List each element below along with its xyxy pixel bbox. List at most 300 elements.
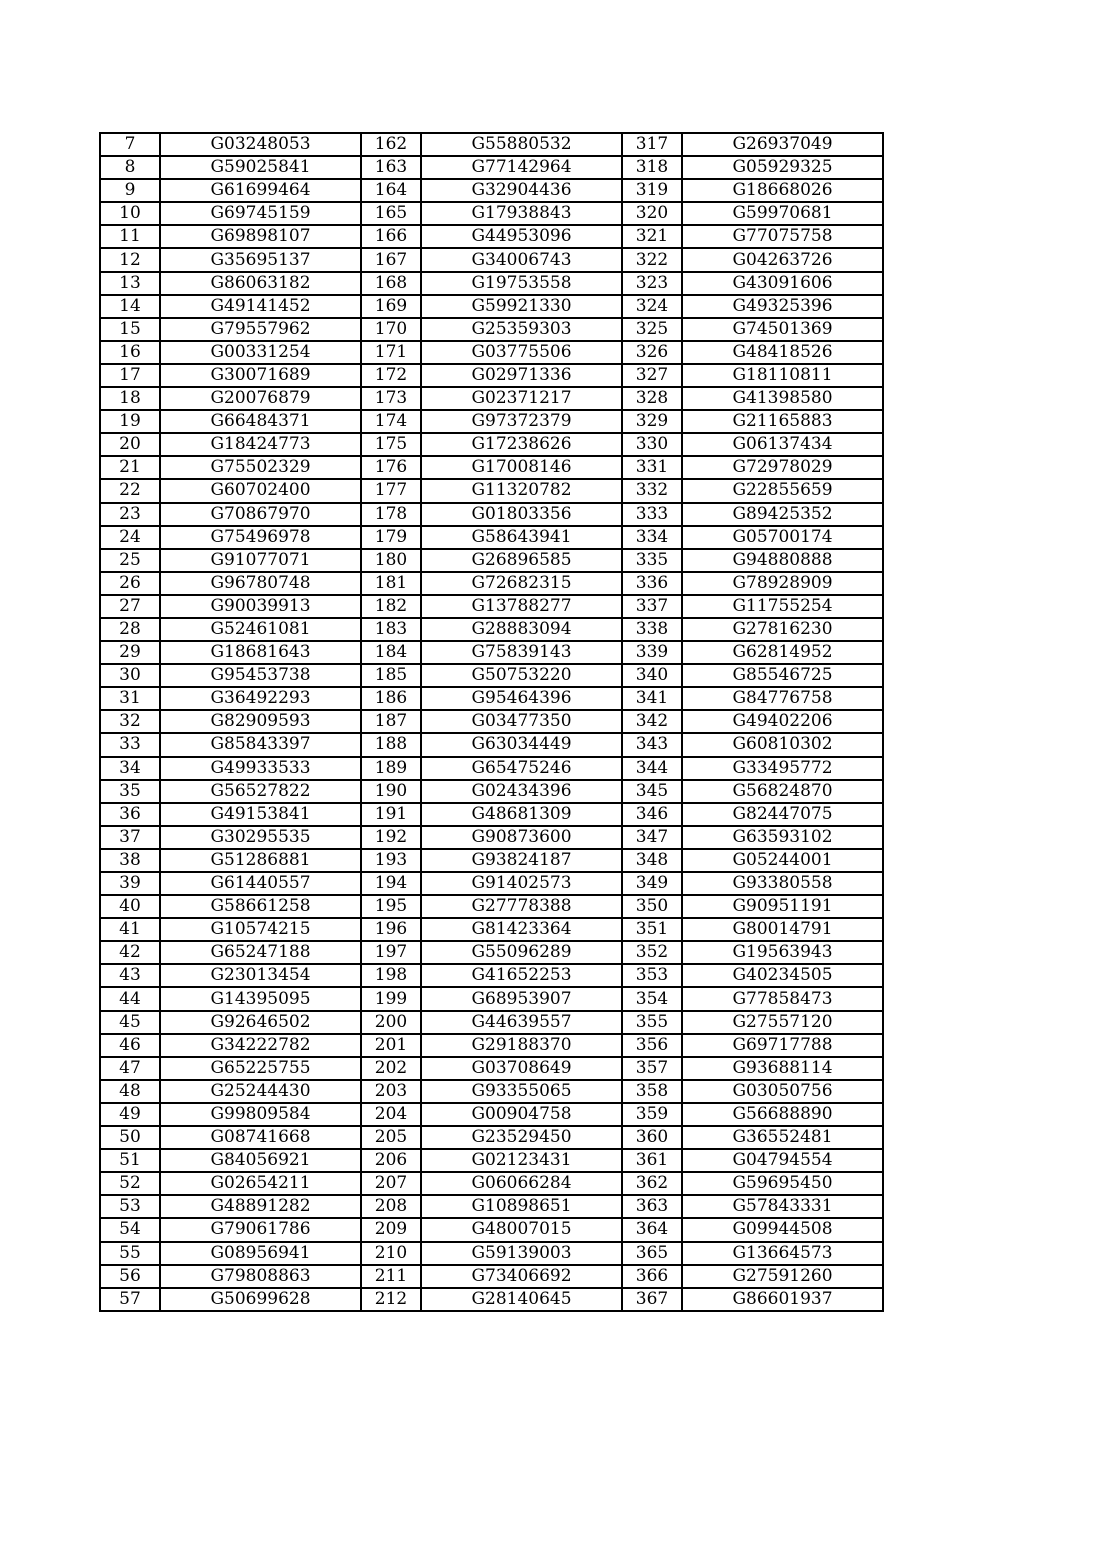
row-number-cell: 199 xyxy=(361,987,421,1010)
code-cell: G18424773 xyxy=(160,433,361,456)
code-cell: G17008146 xyxy=(421,456,622,479)
row-number-cell: 13 xyxy=(100,272,160,295)
code-cell: G63034449 xyxy=(421,733,622,756)
row-number-cell: 48 xyxy=(100,1080,160,1103)
code-cell: G48007015 xyxy=(421,1218,622,1241)
row-number-cell: 318 xyxy=(622,156,682,179)
code-cell: G33495772 xyxy=(682,757,883,780)
row-number-cell: 358 xyxy=(622,1080,682,1103)
table-row xyxy=(100,1288,883,1311)
row-number-cell: 366 xyxy=(622,1265,682,1288)
code-cell: G00331254 xyxy=(160,341,361,364)
row-number-cell: 329 xyxy=(622,410,682,433)
row-number-cell: 52 xyxy=(100,1172,160,1195)
row-number-cell: 12 xyxy=(100,248,160,271)
row-number-cell: 23 xyxy=(100,503,160,526)
row-number-cell: 174 xyxy=(361,410,421,433)
code-cell: G91402573 xyxy=(421,872,622,895)
code-cell: G77142964 xyxy=(421,156,622,179)
code-cell: G49153841 xyxy=(160,803,361,826)
row-number-cell: 46 xyxy=(100,1034,160,1057)
table-row xyxy=(100,826,883,849)
row-number-cell: 331 xyxy=(622,456,682,479)
code-cell: G00904758 xyxy=(421,1103,622,1126)
row-number-cell: 40 xyxy=(100,895,160,918)
code-cell: G34222782 xyxy=(160,1034,361,1057)
code-cell: G23529450 xyxy=(421,1126,622,1149)
row-number-cell: 349 xyxy=(622,872,682,895)
row-number-cell: 165 xyxy=(361,202,421,225)
table-row xyxy=(100,618,883,641)
code-cell: G72682315 xyxy=(421,572,622,595)
code-cell: G91077071 xyxy=(160,549,361,572)
row-number-cell: 325 xyxy=(622,318,682,341)
row-number-cell: 56 xyxy=(100,1265,160,1288)
code-cell: G56527822 xyxy=(160,780,361,803)
row-number-cell: 354 xyxy=(622,987,682,1010)
code-cell: G19753558 xyxy=(421,272,622,295)
code-table xyxy=(99,132,884,1312)
code-cell: G03477350 xyxy=(421,710,622,733)
code-cell: G74501369 xyxy=(682,318,883,341)
row-number-cell: 330 xyxy=(622,433,682,456)
code-cell: G41398580 xyxy=(682,387,883,410)
code-cell: G27557120 xyxy=(682,1011,883,1034)
code-cell: G75496978 xyxy=(160,526,361,549)
row-number-cell: 204 xyxy=(361,1103,421,1126)
code-cell: G27816230 xyxy=(682,618,883,641)
code-cell: G27778388 xyxy=(421,895,622,918)
row-number-cell: 362 xyxy=(622,1172,682,1195)
table-row xyxy=(100,733,883,756)
row-number-cell: 166 xyxy=(361,225,421,248)
row-number-cell: 346 xyxy=(622,803,682,826)
table-row xyxy=(100,987,883,1010)
table-row xyxy=(100,872,883,895)
row-number-cell: 33 xyxy=(100,733,160,756)
code-cell: G77075758 xyxy=(682,225,883,248)
row-number-cell: 319 xyxy=(622,179,682,202)
row-number-cell: 352 xyxy=(622,941,682,964)
code-cell: G78928909 xyxy=(682,572,883,595)
table-row xyxy=(100,1011,883,1034)
row-number-cell: 163 xyxy=(361,156,421,179)
code-cell: G93824187 xyxy=(421,849,622,872)
row-number-cell: 194 xyxy=(361,872,421,895)
code-cell: G26937049 xyxy=(682,133,883,156)
code-cell: G79808863 xyxy=(160,1265,361,1288)
row-number-cell: 31 xyxy=(100,687,160,710)
code-cell: G82909593 xyxy=(160,710,361,733)
row-number-cell: 36 xyxy=(100,803,160,826)
code-cell: G22855659 xyxy=(682,479,883,502)
row-number-cell: 20 xyxy=(100,433,160,456)
code-cell: G63593102 xyxy=(682,826,883,849)
code-cell: G11755254 xyxy=(682,595,883,618)
code-cell: G44953096 xyxy=(421,225,622,248)
table-row xyxy=(100,364,883,387)
code-cell: G49325396 xyxy=(682,295,883,318)
row-number-cell: 201 xyxy=(361,1034,421,1057)
code-cell: G30295535 xyxy=(160,826,361,849)
row-number-cell: 54 xyxy=(100,1218,160,1241)
code-cell: G85843397 xyxy=(160,733,361,756)
row-number-cell: 196 xyxy=(361,918,421,941)
code-cell: G65247188 xyxy=(160,941,361,964)
row-number-cell: 357 xyxy=(622,1057,682,1080)
row-number-cell: 367 xyxy=(622,1288,682,1311)
row-number-cell: 340 xyxy=(622,664,682,687)
row-number-cell: 50 xyxy=(100,1126,160,1149)
code-cell: G08956941 xyxy=(160,1242,361,1265)
code-cell: G28140645 xyxy=(421,1288,622,1311)
code-cell: G40234505 xyxy=(682,964,883,987)
code-cell: G08741668 xyxy=(160,1126,361,1149)
code-cell: G48418526 xyxy=(682,341,883,364)
code-cell: G61699464 xyxy=(160,179,361,202)
row-number-cell: 53 xyxy=(100,1195,160,1218)
code-cell: G59970681 xyxy=(682,202,883,225)
code-cell: G06066284 xyxy=(421,1172,622,1195)
code-cell: G59025841 xyxy=(160,156,361,179)
code-cell: G51286881 xyxy=(160,849,361,872)
table-row xyxy=(100,895,883,918)
table-row xyxy=(100,202,883,225)
code-cell: G02971336 xyxy=(421,364,622,387)
row-number-cell: 322 xyxy=(622,248,682,271)
row-number-cell: 197 xyxy=(361,941,421,964)
row-number-cell: 326 xyxy=(622,341,682,364)
row-number-cell: 205 xyxy=(361,1126,421,1149)
code-cell: G18668026 xyxy=(682,179,883,202)
code-cell: G90873600 xyxy=(421,826,622,849)
row-number-cell: 18 xyxy=(100,387,160,410)
code-cell: G96780748 xyxy=(160,572,361,595)
row-number-cell: 175 xyxy=(361,433,421,456)
row-number-cell: 182 xyxy=(361,595,421,618)
row-number-cell: 11 xyxy=(100,225,160,248)
code-cell: G68953907 xyxy=(421,987,622,1010)
code-cell: G70867970 xyxy=(160,503,361,526)
table-row xyxy=(100,664,883,687)
table-row xyxy=(100,272,883,295)
table-row xyxy=(100,479,883,502)
code-cell: G23013454 xyxy=(160,964,361,987)
code-cell: G99809584 xyxy=(160,1103,361,1126)
code-cell: G34006743 xyxy=(421,248,622,271)
table-row xyxy=(100,941,883,964)
code-cell: G65225755 xyxy=(160,1057,361,1080)
row-number-cell: 344 xyxy=(622,757,682,780)
table-row xyxy=(100,595,883,618)
code-cell: G25359303 xyxy=(421,318,622,341)
row-number-cell: 49 xyxy=(100,1103,160,1126)
code-cell: G49933533 xyxy=(160,757,361,780)
code-cell: G55096289 xyxy=(421,941,622,964)
row-number-cell: 210 xyxy=(361,1242,421,1265)
row-number-cell: 16 xyxy=(100,341,160,364)
row-number-cell: 180 xyxy=(361,549,421,572)
code-table-body xyxy=(100,133,883,1311)
row-number-cell: 8 xyxy=(100,156,160,179)
code-cell: G52461081 xyxy=(160,618,361,641)
row-number-cell: 211 xyxy=(361,1265,421,1288)
table-row xyxy=(100,1218,883,1241)
code-cell: G56824870 xyxy=(682,780,883,803)
code-cell: G69898107 xyxy=(160,225,361,248)
row-number-cell: 14 xyxy=(100,295,160,318)
code-cell: G03248053 xyxy=(160,133,361,156)
table-row xyxy=(100,156,883,179)
code-cell: G59695450 xyxy=(682,1172,883,1195)
row-number-cell: 47 xyxy=(100,1057,160,1080)
table-row xyxy=(100,1242,883,1265)
row-number-cell: 360 xyxy=(622,1126,682,1149)
code-cell: G95464396 xyxy=(421,687,622,710)
code-cell: G02123431 xyxy=(421,1149,622,1172)
code-cell: G13788277 xyxy=(421,595,622,618)
row-number-cell: 336 xyxy=(622,572,682,595)
row-number-cell: 32 xyxy=(100,710,160,733)
code-cell: G17238626 xyxy=(421,433,622,456)
table-row xyxy=(100,1195,883,1218)
row-number-cell: 200 xyxy=(361,1011,421,1034)
row-number-cell: 188 xyxy=(361,733,421,756)
row-number-cell: 356 xyxy=(622,1034,682,1057)
row-number-cell: 184 xyxy=(361,641,421,664)
code-cell: G32904436 xyxy=(421,179,622,202)
code-cell: G13664573 xyxy=(682,1242,883,1265)
table-row xyxy=(100,1126,883,1149)
table-row xyxy=(100,572,883,595)
code-cell: G65475246 xyxy=(421,757,622,780)
code-cell: G61440557 xyxy=(160,872,361,895)
row-number-cell: 17 xyxy=(100,364,160,387)
row-number-cell: 317 xyxy=(622,133,682,156)
code-cell: G44639557 xyxy=(421,1011,622,1034)
code-cell: G59921330 xyxy=(421,295,622,318)
code-cell: G84776758 xyxy=(682,687,883,710)
code-cell: G11320782 xyxy=(421,479,622,502)
code-cell: G69745159 xyxy=(160,202,361,225)
table-row xyxy=(100,526,883,549)
code-cell: G30071689 xyxy=(160,364,361,387)
row-number-cell: 173 xyxy=(361,387,421,410)
row-number-cell: 323 xyxy=(622,272,682,295)
row-number-cell: 345 xyxy=(622,780,682,803)
row-number-cell: 51 xyxy=(100,1149,160,1172)
code-cell: G62814952 xyxy=(682,641,883,664)
row-number-cell: 15 xyxy=(100,318,160,341)
table-row xyxy=(100,341,883,364)
code-cell: G25244430 xyxy=(160,1080,361,1103)
code-cell: G27591260 xyxy=(682,1265,883,1288)
row-number-cell: 176 xyxy=(361,456,421,479)
row-number-cell: 339 xyxy=(622,641,682,664)
code-cell: G02371217 xyxy=(421,387,622,410)
row-number-cell: 351 xyxy=(622,918,682,941)
table-row xyxy=(100,757,883,780)
code-cell: G18110811 xyxy=(682,364,883,387)
code-cell: G50699628 xyxy=(160,1288,361,1311)
row-number-cell: 24 xyxy=(100,526,160,549)
row-number-cell: 348 xyxy=(622,849,682,872)
code-cell: G90039913 xyxy=(160,595,361,618)
row-number-cell: 190 xyxy=(361,780,421,803)
code-cell: G80014791 xyxy=(682,918,883,941)
code-cell: G75502329 xyxy=(160,456,361,479)
row-number-cell: 324 xyxy=(622,295,682,318)
row-number-cell: 177 xyxy=(361,479,421,502)
table-row xyxy=(100,849,883,872)
table-row xyxy=(100,1103,883,1126)
code-cell: G95453738 xyxy=(160,664,361,687)
code-cell: G14395095 xyxy=(160,987,361,1010)
row-number-cell: 21 xyxy=(100,456,160,479)
table-row xyxy=(100,248,883,271)
code-cell: G94880888 xyxy=(682,549,883,572)
code-cell: G28883094 xyxy=(421,618,622,641)
row-number-cell: 29 xyxy=(100,641,160,664)
code-cell: G50753220 xyxy=(421,664,622,687)
code-cell: G58661258 xyxy=(160,895,361,918)
code-cell: G66484371 xyxy=(160,410,361,433)
row-number-cell: 320 xyxy=(622,202,682,225)
code-cell: G97372379 xyxy=(421,410,622,433)
table-row xyxy=(100,1172,883,1195)
row-number-cell: 10 xyxy=(100,202,160,225)
table-row xyxy=(100,179,883,202)
row-number-cell: 183 xyxy=(361,618,421,641)
code-cell: G26896585 xyxy=(421,549,622,572)
code-cell: G84056921 xyxy=(160,1149,361,1172)
row-number-cell: 350 xyxy=(622,895,682,918)
code-cell: G49402206 xyxy=(682,710,883,733)
code-cell: G21165883 xyxy=(682,410,883,433)
table-row xyxy=(100,918,883,941)
table-row xyxy=(100,641,883,664)
row-number-cell: 44 xyxy=(100,987,160,1010)
row-number-cell: 37 xyxy=(100,826,160,849)
table-row xyxy=(100,803,883,826)
row-number-cell: 334 xyxy=(622,526,682,549)
table-row xyxy=(100,1057,883,1080)
row-number-cell: 26 xyxy=(100,572,160,595)
table-row xyxy=(100,295,883,318)
code-cell: G57843331 xyxy=(682,1195,883,1218)
code-cell: G05244001 xyxy=(682,849,883,872)
code-cell: G69717788 xyxy=(682,1034,883,1057)
row-number-cell: 198 xyxy=(361,964,421,987)
code-cell: G93380558 xyxy=(682,872,883,895)
row-number-cell: 7 xyxy=(100,133,160,156)
row-number-cell: 343 xyxy=(622,733,682,756)
table-row xyxy=(100,503,883,526)
code-cell: G60810302 xyxy=(682,733,883,756)
table-row xyxy=(100,318,883,341)
code-cell: G89425352 xyxy=(682,503,883,526)
table-row xyxy=(100,133,883,156)
row-number-cell: 55 xyxy=(100,1242,160,1265)
row-number-cell: 327 xyxy=(622,364,682,387)
table-row xyxy=(100,780,883,803)
code-cell: G59139003 xyxy=(421,1242,622,1265)
code-cell: G36492293 xyxy=(160,687,361,710)
row-number-cell: 189 xyxy=(361,757,421,780)
row-number-cell: 321 xyxy=(622,225,682,248)
row-number-cell: 195 xyxy=(361,895,421,918)
row-number-cell: 19 xyxy=(100,410,160,433)
row-number-cell: 207 xyxy=(361,1172,421,1195)
row-number-cell: 202 xyxy=(361,1057,421,1080)
code-cell: G93688114 xyxy=(682,1057,883,1080)
code-cell: G35695137 xyxy=(160,248,361,271)
table-row xyxy=(100,1080,883,1103)
row-number-cell: 170 xyxy=(361,318,421,341)
row-number-cell: 169 xyxy=(361,295,421,318)
row-number-cell: 332 xyxy=(622,479,682,502)
table-row xyxy=(100,456,883,479)
row-number-cell: 25 xyxy=(100,549,160,572)
row-number-cell: 355 xyxy=(622,1011,682,1034)
row-number-cell: 361 xyxy=(622,1149,682,1172)
code-cell: G56688890 xyxy=(682,1103,883,1126)
code-cell: G10574215 xyxy=(160,918,361,941)
row-number-cell: 337 xyxy=(622,595,682,618)
row-number-cell: 209 xyxy=(361,1218,421,1241)
row-number-cell: 333 xyxy=(622,503,682,526)
code-cell: G73406692 xyxy=(421,1265,622,1288)
row-number-cell: 341 xyxy=(622,687,682,710)
table-row xyxy=(100,687,883,710)
row-number-cell: 41 xyxy=(100,918,160,941)
code-cell: G79061786 xyxy=(160,1218,361,1241)
code-cell: G20076879 xyxy=(160,387,361,410)
code-cell: G10898651 xyxy=(421,1195,622,1218)
row-number-cell: 164 xyxy=(361,179,421,202)
table-row xyxy=(100,225,883,248)
code-cell: G29188370 xyxy=(421,1034,622,1057)
row-number-cell: 35 xyxy=(100,780,160,803)
code-cell: G55880532 xyxy=(421,133,622,156)
row-number-cell: 212 xyxy=(361,1288,421,1311)
code-cell: G01803356 xyxy=(421,503,622,526)
code-cell: G18681643 xyxy=(160,641,361,664)
row-number-cell: 192 xyxy=(361,826,421,849)
row-number-cell: 22 xyxy=(100,479,160,502)
code-cell: G48681309 xyxy=(421,803,622,826)
table-row xyxy=(100,387,883,410)
row-number-cell: 39 xyxy=(100,872,160,895)
row-number-cell: 167 xyxy=(361,248,421,271)
table-row xyxy=(100,1265,883,1288)
code-cell: G02654211 xyxy=(160,1172,361,1195)
code-cell: G77858473 xyxy=(682,987,883,1010)
code-cell: G85546725 xyxy=(682,664,883,687)
row-number-cell: 193 xyxy=(361,849,421,872)
table-row xyxy=(100,964,883,987)
code-cell: G05929325 xyxy=(682,156,883,179)
code-cell: G93355065 xyxy=(421,1080,622,1103)
row-number-cell: 359 xyxy=(622,1103,682,1126)
row-number-cell: 34 xyxy=(100,757,160,780)
code-cell: G58643941 xyxy=(421,526,622,549)
row-number-cell: 181 xyxy=(361,572,421,595)
table-row xyxy=(100,1149,883,1172)
row-number-cell: 206 xyxy=(361,1149,421,1172)
code-cell: G49141452 xyxy=(160,295,361,318)
code-cell: G03050756 xyxy=(682,1080,883,1103)
